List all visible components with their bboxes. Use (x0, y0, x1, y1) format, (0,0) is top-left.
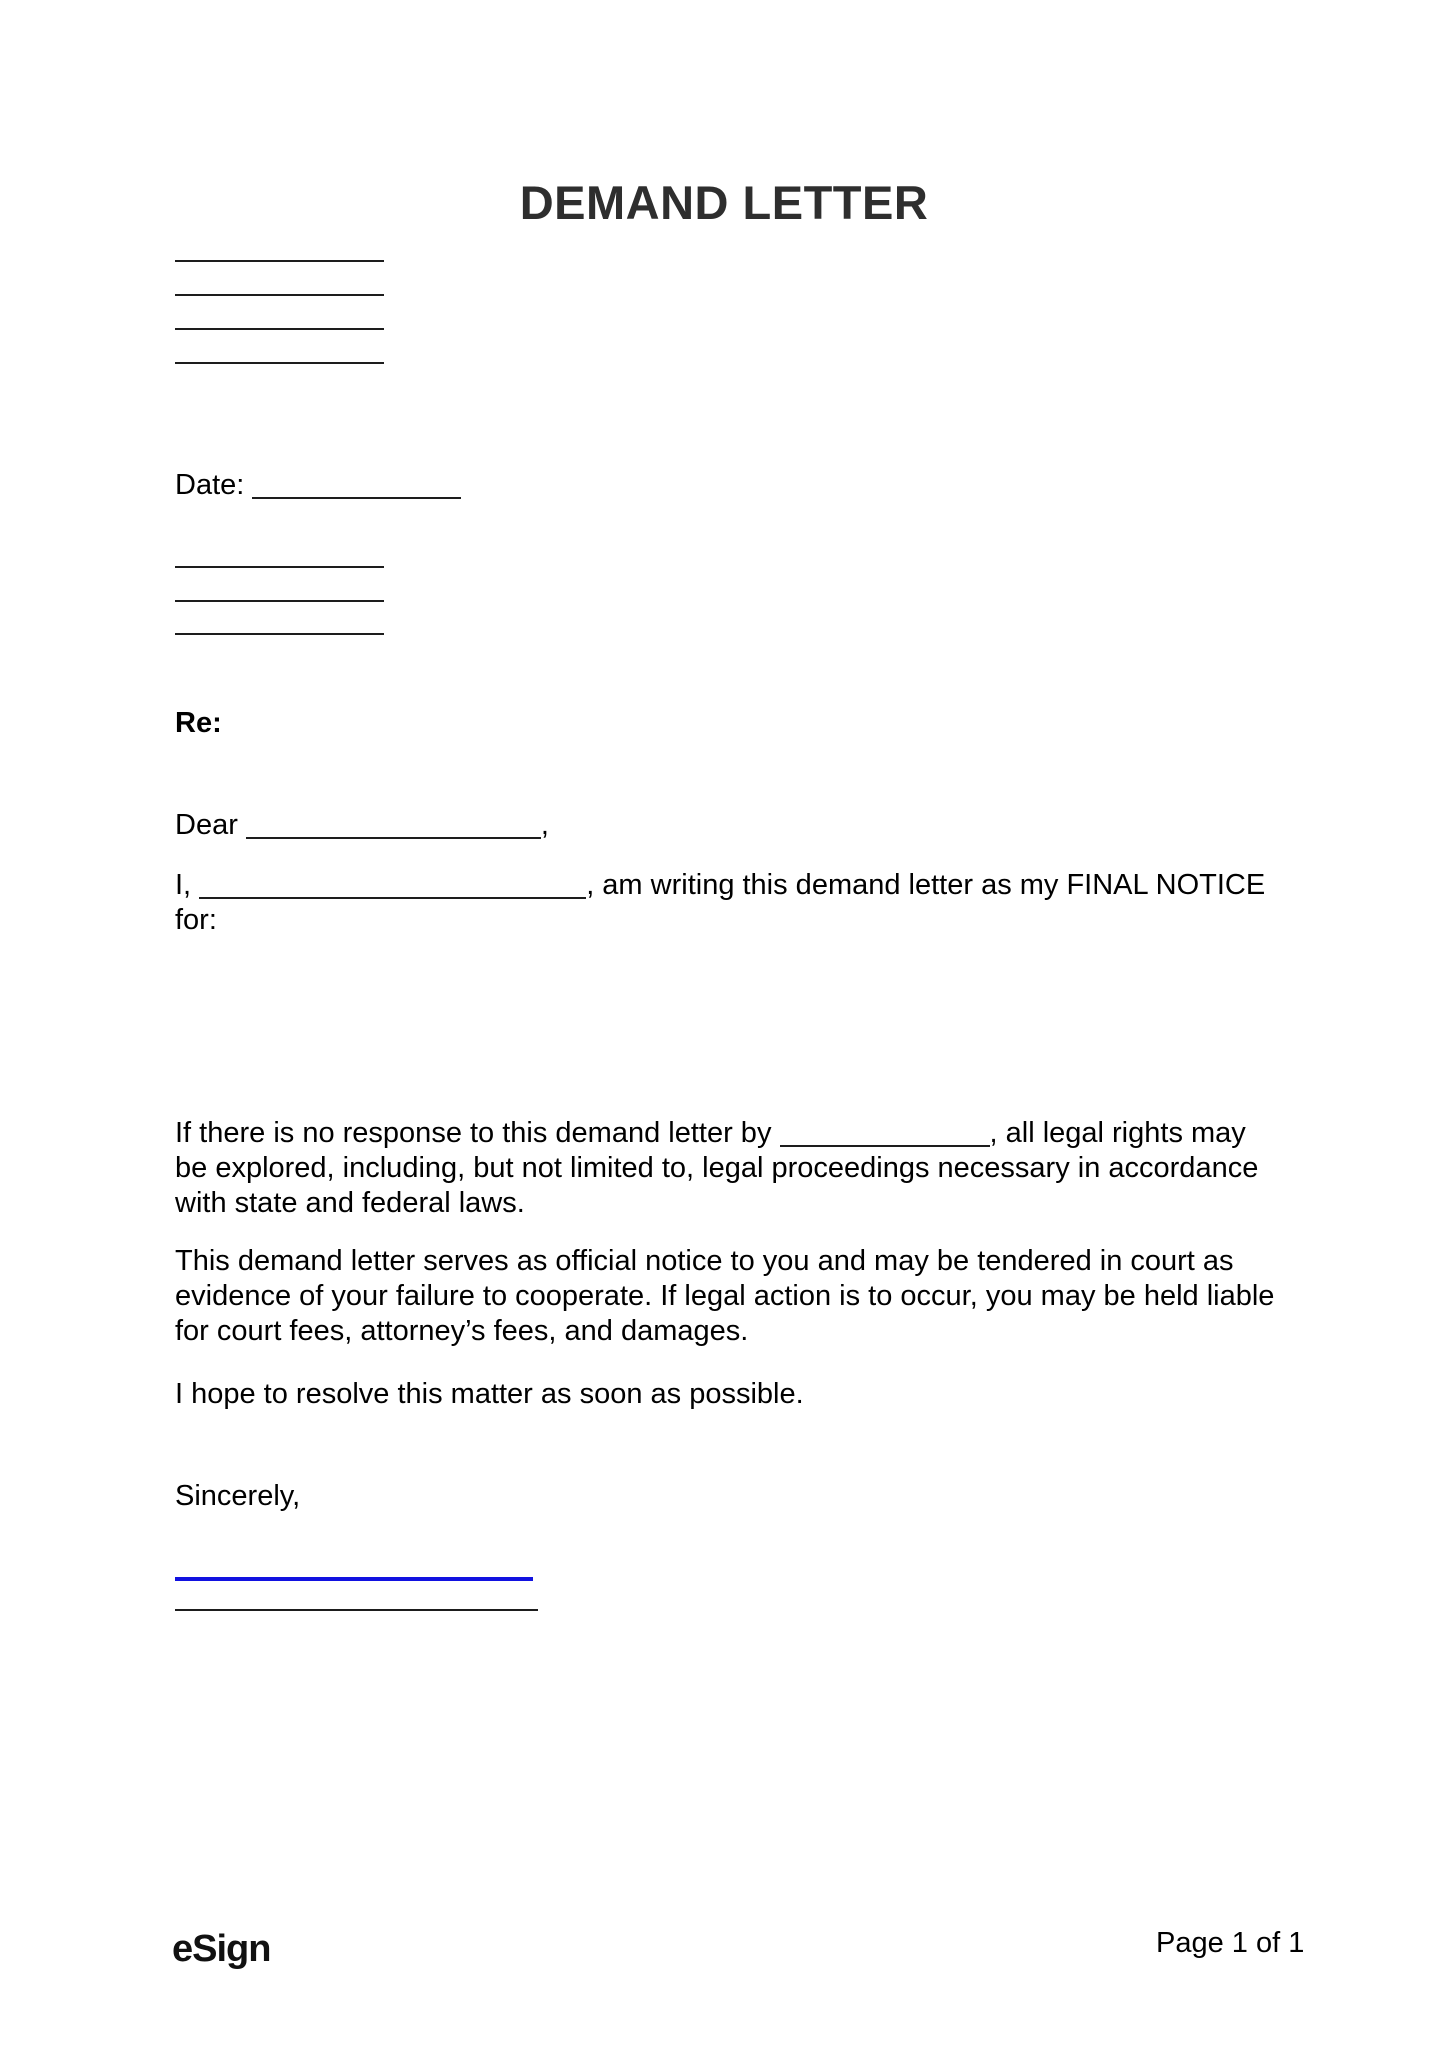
sender-address-line-4[interactable] (175, 362, 384, 364)
re-row (175, 706, 222, 741)
page-indicator: Page 1 of 1 (1156, 1927, 1305, 1959)
intro-suffix: , am writing this demand letter as my FINAL NOTICE for: (175, 869, 1266, 936)
deadline-prefix: If there is no response to this demand letter by (175, 1117, 772, 1149)
sender-name-blank[interactable] (199, 868, 586, 899)
re-label: Re: (175, 707, 222, 739)
closing-paragraph: I hope to resolve this matter as soon as possible. (175, 1378, 804, 1410)
deadline-suffix: , all legal rights may be explored, including, but not limited to, legal proceedings necessary in accordance with state and federal laws. (175, 1117, 1259, 1219)
recipient-name-blank[interactable] (246, 808, 541, 839)
date-label: Date: (175, 469, 245, 501)
esign-logo: eSign (172, 1928, 271, 1970)
printed-name-line[interactable] (175, 1609, 538, 1611)
signoff-row: Sincerely, (175, 1480, 301, 1512)
salutation-row (175, 808, 549, 843)
recipient-address-line-3[interactable] (175, 633, 384, 635)
sender-address-line-2[interactable] (175, 294, 384, 296)
page-title: DEMAND LETTER (519, 176, 929, 229)
notice-paragraph: This demand letter serves as official notice to you and may be tendered in court as evidence of your failure to cooperate. If legal action is to occur, you may be held liable for court fees, attorney’s fees, and damages. (175, 1245, 1275, 1347)
salutation-prefix: Dear (175, 809, 238, 841)
sender-address-line-3[interactable] (175, 328, 384, 330)
deadline-date-blank[interactable] (780, 1116, 990, 1147)
recipient-address-line-1[interactable] (175, 566, 384, 568)
intro-prefix: I, (175, 869, 192, 901)
date-blank-field[interactable] (252, 468, 461, 499)
recipient-address-line-2[interactable] (175, 600, 384, 602)
signature-field-line[interactable] (175, 1577, 533, 1581)
date-row (175, 468, 461, 503)
intro-paragraph (175, 868, 1275, 938)
deadline-paragraph (175, 1116, 1275, 1221)
salutation-suffix: , (540, 809, 549, 841)
sender-address-line-1[interactable] (175, 260, 384, 262)
